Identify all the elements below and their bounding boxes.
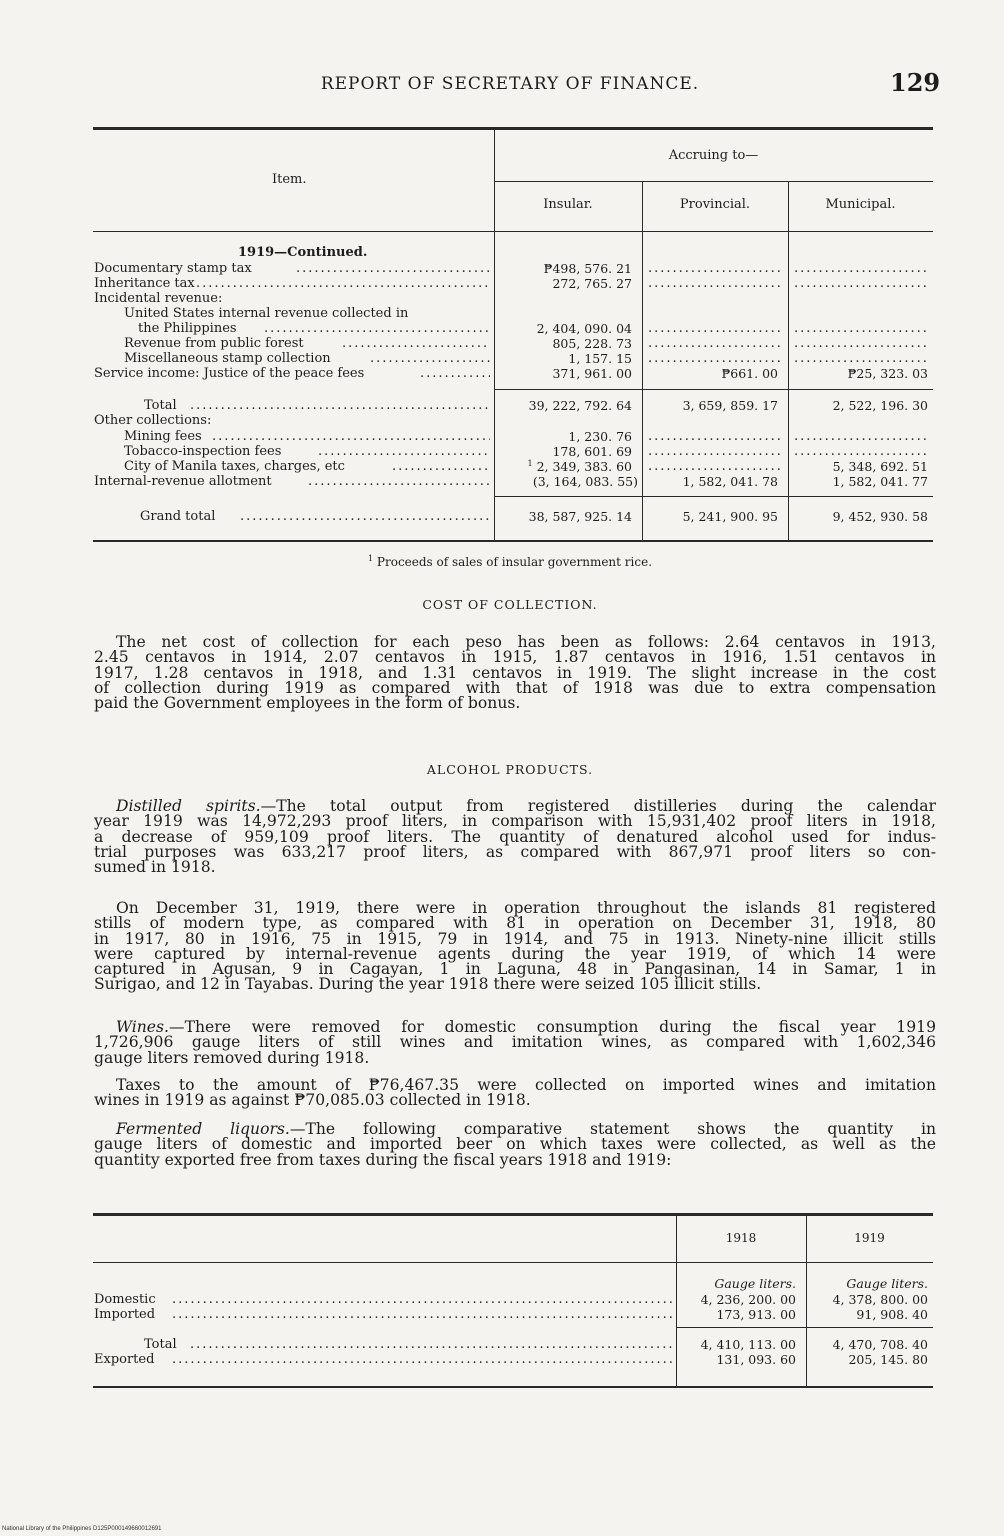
wine-taxes-paragraph xyxy=(94,1078,936,1109)
value-1918: 173, 913. 00 xyxy=(716,1307,796,1322)
section-heading: COST OF COLLECTION. xyxy=(422,597,598,612)
section-label: 1919—Continued. xyxy=(238,245,368,260)
value-1919: 4, 470, 708. 40 xyxy=(832,1337,928,1352)
leader-dots xyxy=(392,459,490,474)
text-line: captured in Agusan, 9 in Cagayan, 1 in Laguna, 48 in Pangasinan, 14 in Samar, 1 in xyxy=(94,960,936,979)
column-divider xyxy=(494,130,495,540)
footnote-marker: 1 xyxy=(527,459,533,468)
grand-total-rule xyxy=(494,496,933,497)
insular-value: 272, 765. 27 xyxy=(552,276,632,291)
provincial-value: 5, 241, 900. 95 xyxy=(682,509,778,524)
text-line: Taxes to the amount of ₱76,467.35 were collected on imported wines and imitation xyxy=(116,1076,936,1094)
year-1919-header: 1919 xyxy=(854,1231,885,1245)
municipal-value: 9, 452, 930. 58 xyxy=(832,509,928,524)
provincial-value: 3, 659, 859. 17 xyxy=(682,398,778,413)
leader-dots xyxy=(648,429,784,444)
leader-dots xyxy=(342,336,490,351)
leader-dots xyxy=(794,336,930,351)
row-label: Incidental revenue: xyxy=(94,291,223,306)
table-top-rule xyxy=(93,1213,933,1216)
text-line: a decrease of 959,109 proof liters. The quantity of denatured alcohol used for indus- xyxy=(94,827,936,846)
leader-dots xyxy=(794,276,930,291)
section-heading: ALCOHOL PRODUCTS. xyxy=(426,762,594,777)
distilled-spirits-paragraph xyxy=(94,799,936,875)
row-label: Exported xyxy=(94,1352,155,1367)
value-1918: 131, 093. 60 xyxy=(716,1352,796,1367)
text-line: 2.45 centavos in 1914, 2.07 centavos in 1915, 1.87 centavos in 1916, 1.51 centavos in xyxy=(94,648,936,667)
text-line: The net cost of collection for each peso has been as follows: 2.64 centavos in 1913, xyxy=(116,633,936,651)
insular-value xyxy=(500,459,632,474)
insular-value: 39, 222, 792. 64 xyxy=(528,398,632,413)
row-label: Revenue from public forest xyxy=(124,336,304,351)
leader-dots xyxy=(648,459,784,474)
leader-dots xyxy=(172,1292,672,1307)
text-line: paid the Government employees in the form of bonus. xyxy=(94,694,521,713)
insular-value: (3, 164, 083. 55) xyxy=(532,474,638,489)
text-line: gauge liters removed during 1918. xyxy=(94,1048,370,1067)
run-in-title: Fermented liquors. xyxy=(116,1120,290,1138)
leader-dots xyxy=(648,321,784,336)
insular-value: 178, 601. 69 xyxy=(552,444,632,459)
leader-dots xyxy=(240,509,490,524)
value-1918: 4, 410, 113. 00 xyxy=(700,1337,796,1352)
text-line: of collection during 1919 as compared with that of 1918 was due to extra compensation xyxy=(94,678,936,697)
insular-value: 38, 587, 925. 14 xyxy=(528,509,632,524)
leader-dots xyxy=(420,366,490,381)
year-1918-header: 1918 xyxy=(725,1231,757,1245)
column-divider xyxy=(788,182,789,540)
fermented-liquors-paragraph xyxy=(94,1122,936,1168)
row-label: Domestic xyxy=(94,1292,156,1307)
footnote-text: Proceeds of sales of insular government rice. xyxy=(376,555,653,569)
text-run: —The following comparative statement shows the quantity in xyxy=(289,1120,936,1138)
text-run: —The total output from registered distilleries during the calendar xyxy=(260,797,936,815)
value-1919: 205, 145. 80 xyxy=(848,1352,928,1367)
table-bottom-rule xyxy=(93,540,933,542)
row-label: Imported xyxy=(94,1307,156,1322)
table-footnote xyxy=(300,554,720,569)
digitization-imprint: National Library of the Philippines D125P000149660012691 xyxy=(2,1526,162,1532)
text-line: quantity exported free from taxes during the fiscal years 1918 and 1919: xyxy=(94,1150,672,1169)
text-line: 1,726,906 gauge liters of still wines and imitation wines, as compared with 1,602,346 xyxy=(94,1033,936,1052)
running-title: REPORT OF SECRETARY OF FINANCE. xyxy=(320,74,700,94)
text-run: —There were removed for domestic consumption during the fiscal year 1919 xyxy=(168,1018,936,1036)
subtotal-rule xyxy=(676,1327,933,1328)
row-label: Inheritance tax xyxy=(94,276,195,291)
row-label: Total xyxy=(144,1337,177,1352)
leader-dots xyxy=(196,276,490,291)
insular-column-header: Insular. xyxy=(543,197,593,212)
text-line: sumed in 1918. xyxy=(94,858,216,877)
municipal-value: 2, 522, 196. 30 xyxy=(832,398,928,413)
municipal-value: 1, 582, 041. 77 xyxy=(832,474,928,489)
value-1918: 4, 236, 200. 00 xyxy=(700,1292,796,1307)
value-1919: 91, 908. 40 xyxy=(856,1307,928,1322)
row-label: Total xyxy=(144,398,177,413)
leader-dots xyxy=(648,276,784,291)
leader-dots xyxy=(172,1352,672,1367)
row-label: Internal-revenue allotment xyxy=(94,474,272,489)
provincial-value: ₱661. 00 xyxy=(721,366,778,381)
insular-value: 1, 157. 15 xyxy=(568,351,632,366)
header-bottom-rule xyxy=(93,231,933,232)
row-label: Mining fees xyxy=(124,429,202,444)
row-label: Documentary stamp tax xyxy=(94,261,252,276)
insular-value: 805, 228. 73 xyxy=(552,336,632,351)
leader-dots xyxy=(648,444,784,459)
insular-value: 1, 230. 76 xyxy=(568,429,632,444)
row-label: Service income: Justice of the peace fees xyxy=(94,366,365,381)
text-line: On December 31, 1919, there were in operation throughout the islands 81 registered xyxy=(116,899,936,917)
subtotal-rule xyxy=(494,389,933,390)
text-line: were captured by internal-revenue agents during the year 1919, of which 14 were xyxy=(94,944,936,963)
provincial-column-header: Provincial. xyxy=(679,197,751,212)
leader-dots xyxy=(172,1307,672,1322)
leader-dots xyxy=(648,261,784,276)
text-line: in 1917, 80 in 1916, 75 in 1915, 79 in 1914, and 75 in 1913. Ninety-nine illicit stills xyxy=(94,929,936,948)
footnote-marker: 1 xyxy=(367,554,374,563)
leader-dots xyxy=(318,444,490,459)
run-in-title: Distilled spirits. xyxy=(116,797,261,815)
value-1919: 4, 378, 800. 00 xyxy=(832,1292,928,1307)
insular-value: 2, 404, 090. 04 xyxy=(536,321,632,336)
leader-dots xyxy=(190,1337,672,1352)
text-line: wines in 1919 as against ₱70,085.03 collected in 1918. xyxy=(94,1091,531,1110)
header-bottom-rule xyxy=(93,1262,933,1263)
leader-dots xyxy=(370,351,490,366)
insular-amount: 2, 349, 383. 60 xyxy=(536,459,632,475)
insular-value: 371, 961. 00 xyxy=(552,366,632,381)
text-line: year 1919 was 14,972,293 proof liters, in comparison with 15,931,402 proof liters in 1918, xyxy=(94,812,936,831)
leader-dots xyxy=(648,336,784,351)
leader-dots xyxy=(794,444,930,459)
leader-dots xyxy=(308,474,490,489)
row-label: the Philippines xyxy=(138,321,237,336)
leader-dots xyxy=(212,429,490,444)
table-bottom-rule xyxy=(93,1386,933,1388)
leader-dots xyxy=(794,261,930,276)
row-label: City of Manila taxes, charges, etc xyxy=(124,459,345,474)
text-line: 1917, 1.28 centavos in 1918, and 1.31 centavos in 1919. The slight increase in the cost xyxy=(94,663,936,682)
accruing-header: Accruing to— xyxy=(668,148,759,163)
cost-of-collection-paragraph xyxy=(94,635,936,711)
run-in-title: Wines. xyxy=(116,1018,169,1036)
municipal-column-header: Municipal. xyxy=(825,197,896,212)
leader-dots xyxy=(296,261,490,276)
row-label: Grand total xyxy=(140,509,216,524)
row-label: Tobacco-inspection fees xyxy=(124,444,282,459)
text-line: stills of modern type, as compared with 81 in operation on December 31, 1918, 80 xyxy=(94,914,936,933)
table-top-rule xyxy=(93,127,933,130)
row-label: United States internal revenue collected in xyxy=(124,306,409,321)
insular-value: ₱498, 576. 21 xyxy=(543,261,632,276)
leader-dots xyxy=(648,351,784,366)
stills-paragraph xyxy=(94,901,936,993)
text-line: trial purposes was 633,217 proof liters, as compared with 867,971 proof liters so con- xyxy=(94,842,936,861)
unit-label: Gauge liters. xyxy=(714,1276,796,1291)
leader-dots xyxy=(264,321,490,336)
leader-dots xyxy=(794,351,930,366)
municipal-value: 5, 348, 692. 51 xyxy=(832,459,928,474)
item-column-header: Item. xyxy=(272,172,307,187)
text-line: Surigao, and 12 in Tayabas. During the year 1918 there were seized 105 illicit stills. xyxy=(94,975,762,994)
municipal-value: ₱25, 323. 03 xyxy=(847,366,928,381)
leader-dots xyxy=(190,398,490,413)
wines-paragraph xyxy=(94,1020,936,1066)
unit-label: Gauge liters. xyxy=(846,1276,928,1291)
row-label: Miscellaneous stamp collection xyxy=(124,351,331,366)
provincial-value: 1, 582, 041. 78 xyxy=(682,474,778,489)
text-line: gauge liters of domestic and imported beer on which taxes were collected, as well as the xyxy=(94,1135,936,1154)
leader-dots xyxy=(794,429,930,444)
page-number: 129 xyxy=(890,68,941,97)
header-rule xyxy=(494,181,933,182)
column-divider xyxy=(642,182,643,540)
leader-dots xyxy=(794,321,930,336)
row-label: Other collections: xyxy=(94,413,212,428)
